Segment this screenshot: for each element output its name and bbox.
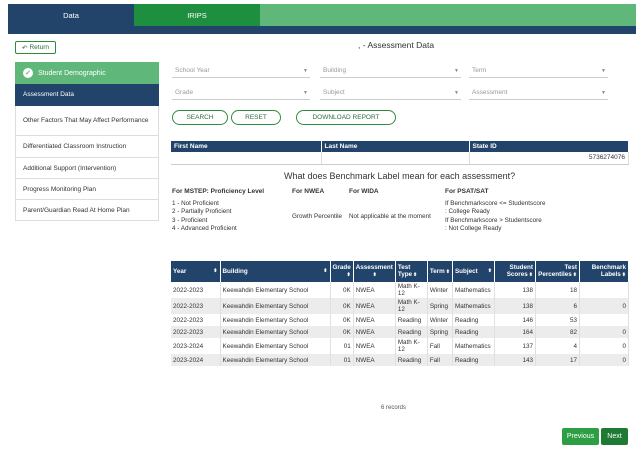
term-cell: Winter — [427, 282, 452, 298]
next-button[interactable]: Next — [601, 428, 628, 445]
term-cell: Fall — [427, 354, 452, 366]
benchmark-label-cell: 0 — [579, 326, 628, 338]
test-type-cell: Math K-12 — [395, 298, 427, 314]
psat-rule-1: If Benchmarkscore <= Studentscore — [445, 200, 546, 207]
subject-placeholder: Subject — [323, 89, 345, 96]
term-cell: Fall — [427, 338, 452, 354]
building-placeholder: Building — [323, 67, 347, 74]
col-benchmark-labels[interactable] — [579, 261, 628, 282]
sort-icon: ⬍ — [413, 272, 418, 278]
grade-cell: 01 — [330, 354, 353, 366]
benchmark-title: What does Benchmark Label mean for each assessment? — [284, 171, 516, 181]
sidebar-item-assessment-data[interactable]: Assessment Data — [15, 84, 159, 106]
percentile-cell: 18 — [535, 282, 579, 298]
table-row — [171, 314, 629, 326]
test-type-cell: Reading — [395, 314, 427, 326]
chevron-down-icon: ▼ — [454, 67, 459, 74]
student-table — [171, 141, 629, 165]
benchmark-label-cell — [579, 282, 628, 298]
sort-icon: ⬍ — [528, 272, 533, 278]
score-cell: 138 — [494, 282, 535, 298]
sort-icon: ⬍ — [487, 268, 492, 274]
table-row — [171, 282, 629, 298]
building-select[interactable] — [320, 64, 461, 78]
percentile-cell: 4 — [535, 338, 579, 354]
subject-cell: Reading — [452, 314, 494, 326]
search-button[interactable]: SEARCH — [172, 110, 228, 125]
score-cell: 138 — [494, 298, 535, 314]
percentile-cell: 82 — [535, 326, 579, 338]
col-building[interactable] — [220, 261, 330, 282]
last-name-cell — [321, 152, 469, 164]
school-year-select[interactable] — [172, 64, 310, 78]
assessment-cell: NWEA — [353, 338, 395, 354]
col-term[interactable] — [427, 261, 452, 282]
col-subject-label: Subject — [454, 268, 478, 275]
first-name-cell — [171, 152, 321, 164]
assessment-cell: NWEA — [353, 326, 395, 338]
table-row — [171, 298, 629, 314]
psat-rules — [445, 200, 545, 233]
building-cell: Keewahdin Elementary School — [220, 282, 330, 298]
col-grade[interactable] — [330, 261, 353, 282]
school-year-placeholder: School Year — [175, 67, 210, 74]
nwea-value: Growth Percentile — [292, 213, 343, 220]
building-cell: Keewahdin Elementary School — [220, 298, 330, 314]
year-cell: 2022-2023 — [171, 298, 220, 314]
assessment-select[interactable] — [469, 86, 608, 100]
building-cell: Keewahdin Elementary School — [220, 338, 330, 354]
tab-data[interactable]: Data — [8, 4, 134, 26]
record-count: 6 records — [381, 405, 407, 411]
col-year-label: Year — [173, 268, 187, 275]
grade-cell: 01 — [330, 338, 353, 354]
reset-button[interactable]: RESET — [231, 110, 281, 125]
col-last-name: Last Name — [321, 141, 469, 152]
psat-rule-4: : Not College Ready — [445, 224, 502, 232]
table-row — [171, 338, 629, 354]
col-test-type[interactable] — [395, 261, 427, 282]
sidebar-item-read-at-home[interactable]: Parent/Guardian Read At Home Plan — [15, 200, 159, 221]
year-cell: 2022-2023 — [171, 314, 220, 326]
col-benchmark-labels-label: Benchmark Labels — [591, 264, 626, 278]
year-cell: 2022-2023 — [171, 326, 220, 338]
sidebar-header-student-demographic[interactable] — [15, 62, 159, 84]
psat-heading: For PSAT/SAT — [445, 188, 489, 195]
check-circle-icon: ✓ — [23, 68, 33, 78]
wida-value: Not applicable at the moment — [349, 213, 431, 220]
subject-cell: Reading — [452, 354, 494, 366]
psat-rule-3: If Benchmarkscore > Studentscore — [445, 216, 542, 224]
chevron-down-icon: ▼ — [303, 89, 308, 96]
term-cell: Winter — [427, 314, 452, 326]
col-first-name: First Name — [171, 141, 321, 152]
col-subject[interactable] — [452, 261, 494, 282]
col-test-type-label: Test Type — [397, 264, 413, 278]
subject-cell: Reading — [452, 326, 494, 338]
test-type-cell: Reading — [395, 354, 427, 366]
grade-cell: 0K — [330, 298, 353, 314]
col-year[interactable] — [171, 261, 220, 282]
term-cell: Spring — [427, 326, 452, 338]
grade-cell: 0K — [330, 326, 353, 338]
nwea-heading: For NWEA — [292, 188, 325, 195]
wida-heading: For WIDA — [349, 188, 379, 195]
term-placeholder: Term — [472, 67, 487, 74]
sidebar-item-differentiated-instruction[interactable]: Differentiated Classroom Instruction — [15, 136, 159, 158]
assessment-cell: NWEA — [353, 314, 395, 326]
benchmark-label-cell: 0 — [579, 298, 628, 314]
col-term-label: Term — [429, 267, 445, 275]
score-cell: 146 — [494, 314, 535, 326]
assessment-cell: NWEA — [353, 354, 395, 366]
return-arrow-icon: ↶ — [22, 44, 28, 52]
grade-cell: 0K — [330, 314, 353, 326]
score-cell: 143 — [494, 354, 535, 366]
sort-icon: ⬍ — [621, 272, 626, 278]
year-cell: 2022-2023 — [171, 282, 220, 298]
assessment-cell: NWEA — [353, 298, 395, 314]
mstep-level-3: 3 - Proficient — [172, 216, 208, 224]
percentile-cell: 53 — [535, 314, 579, 326]
building-cell: Keewahdin Elementary School — [220, 314, 330, 326]
return-label: Return — [29, 44, 49, 51]
benchmark-label-cell — [579, 314, 628, 326]
subject-cell: Mathematics — [452, 298, 494, 314]
col-student-scores[interactable] — [494, 261, 535, 282]
top-strip — [8, 26, 636, 34]
sort-icon: ⬍ — [572, 272, 577, 278]
sidebar — [15, 62, 159, 221]
grade-select[interactable] — [172, 86, 310, 100]
previous-button[interactable]: Previous — [562, 428, 599, 445]
benchmark-label-cell: 0 — [579, 354, 628, 366]
benchmark-label-cell: 0 — [579, 338, 628, 354]
sort-icon: ⬍ — [323, 268, 328, 274]
mstep-level-2: 2 - Partially Proficient — [172, 208, 232, 216]
return-button[interactable] — [15, 41, 56, 54]
mstep-levels — [172, 200, 237, 233]
mstep-heading: For MSTEP: Proficiency Level — [172, 188, 265, 195]
download-report-button[interactable]: DOWNLOAD REPORT — [296, 110, 396, 125]
subject-cell: Mathematics — [452, 338, 494, 354]
year-cell: 2023-2024 — [171, 338, 220, 354]
test-type-cell: Math K-12 — [395, 282, 427, 298]
top-tab-bar — [8, 4, 636, 26]
building-cell: Keewahdin Elementary School — [220, 326, 330, 338]
sidebar-item-other-factors[interactable]: Other Factors That May Affect Performance — [15, 106, 159, 136]
chevron-down-icon: ▼ — [454, 89, 459, 96]
state-id-cell: 5736274076 — [469, 152, 629, 164]
percentile-cell: 17 — [535, 354, 579, 366]
page-title: , - Assessment Data — [358, 40, 435, 50]
assessment-table — [171, 261, 629, 366]
table-row — [171, 354, 629, 366]
percentile-cell: 6 — [535, 298, 579, 314]
term-cell: Spring — [427, 298, 452, 314]
col-student-scores-label: Student Scores — [506, 264, 533, 278]
year-cell: 2023-2024 — [171, 354, 220, 366]
col-state-id: State ID — [469, 141, 629, 152]
col-test-percentiles[interactable] — [535, 261, 579, 282]
mstep-level-4: 4 - Advanced Proficient — [172, 224, 237, 232]
score-cell: 137 — [494, 338, 535, 354]
col-test-percentiles-label: Test Percentiles — [538, 264, 577, 278]
grade-cell: 0K — [330, 282, 353, 298]
col-building-label: Building — [222, 268, 248, 275]
sidebar-header-label: Student Demographic — [38, 69, 106, 77]
tab-irips[interactable]: IRIPS — [134, 4, 260, 26]
sort-icon: ⬍ — [346, 272, 351, 278]
chevron-down-icon: ▼ — [601, 89, 606, 96]
term-select[interactable] — [469, 64, 608, 78]
col-grade-label: Grade — [332, 264, 351, 271]
sidebar-item-progress-monitoring[interactable]: Progress Monitoring Plan — [15, 179, 159, 200]
score-cell: 164 — [494, 326, 535, 338]
assessment-cell: NWEA — [353, 282, 395, 298]
col-assessment[interactable] — [353, 261, 395, 282]
table-row — [171, 326, 629, 338]
sort-icon: ⬍ — [372, 272, 377, 278]
col-assessment-label: Assessment — [355, 264, 393, 271]
psat-rule-2: : College Ready — [445, 208, 490, 216]
test-type-cell: Reading — [395, 326, 427, 338]
assessment-placeholder: Assessment — [472, 89, 508, 96]
sort-icon: ⬍ — [213, 268, 218, 274]
table-row — [171, 152, 629, 164]
chevron-down-icon: ▼ — [601, 67, 606, 74]
grade-placeholder: Grade — [175, 89, 194, 96]
subject-select[interactable] — [320, 86, 461, 100]
sidebar-item-additional-support[interactable]: Additional Support (Intervention) — [15, 158, 159, 179]
chevron-down-icon: ▼ — [303, 67, 308, 74]
sort-icon: ⬍ — [445, 268, 450, 275]
test-type-cell: Math K-12 — [395, 338, 427, 354]
subject-cell: Mathematics — [452, 282, 494, 298]
mstep-level-1: 1 - Not Proficient — [172, 200, 219, 207]
building-cell: Keewahdin Elementary School — [220, 354, 330, 366]
